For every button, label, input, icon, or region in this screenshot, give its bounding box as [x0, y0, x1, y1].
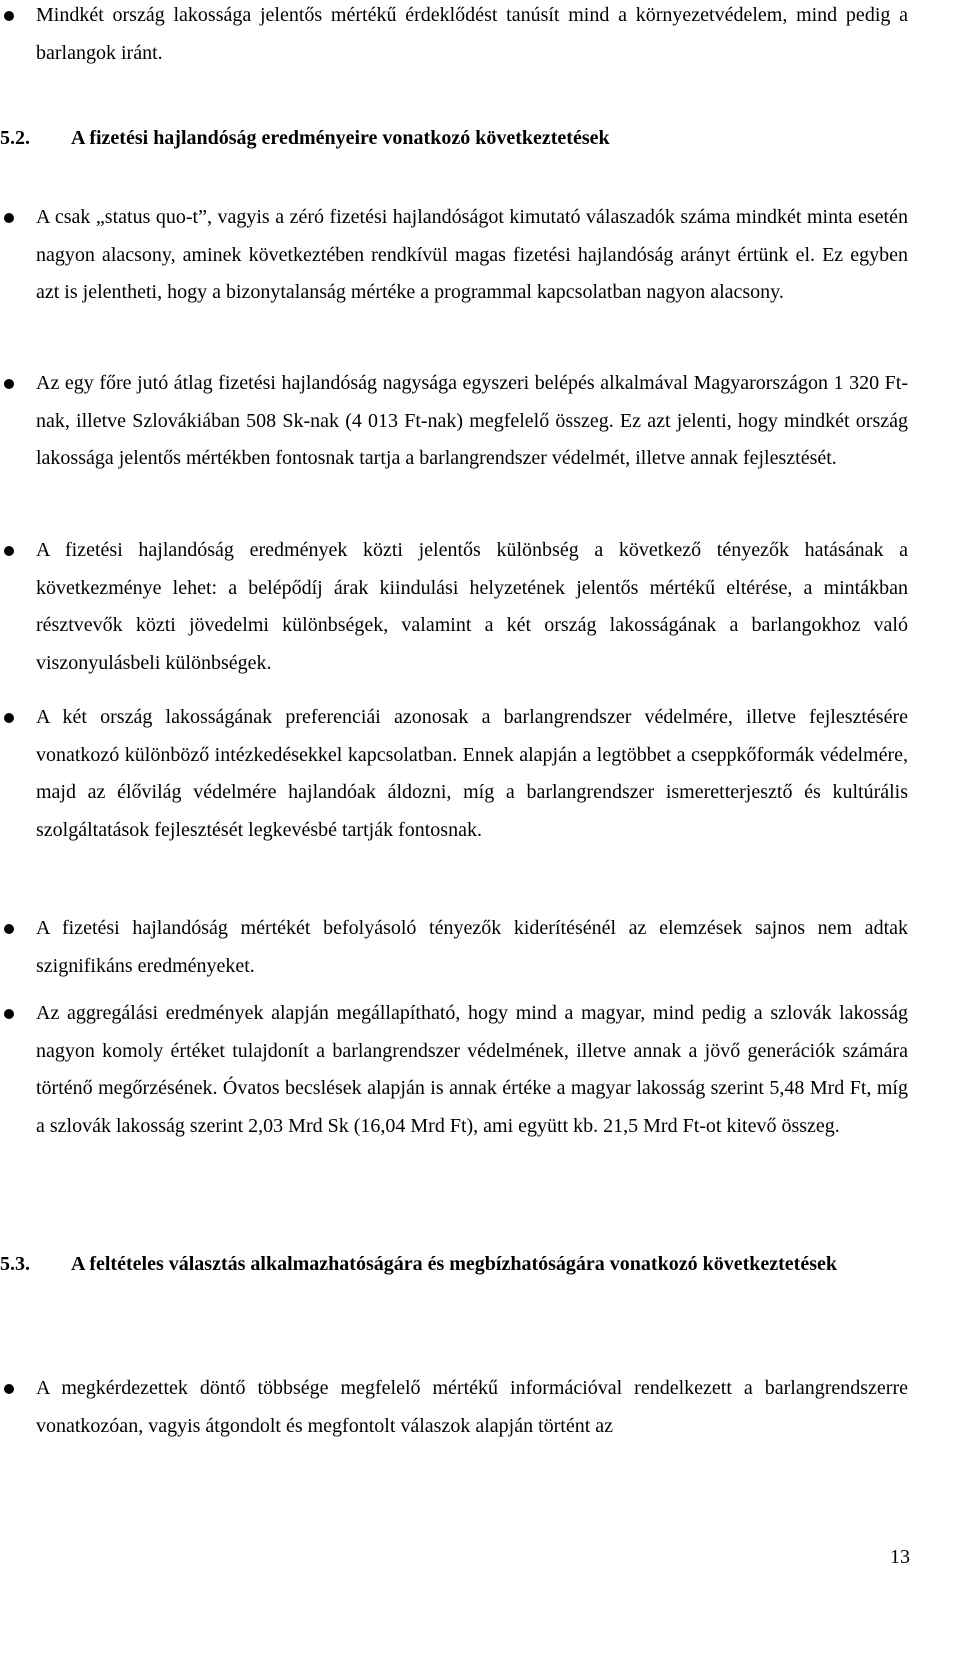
bullet-paragraph: A fizetési hajlandóság mértékét befolyásoló tényezők kiderítésénél az elemzések sajnos nem adtak szignifikáns eredményeket.	[36, 917, 908, 977]
bullet-paragraph: A csak „status quo-t”, vagyis a zéró fizetési hajlandóságot kimutató válaszadók száma mindkét minta esetén nagyon alacsony, aminek következtében rendkívül magas fizetési hajlandóság arányt értünk el. Ez egyben azt is jelentheti, hogy a bizonytalanság mértéke a programmal kapcsolatban nagyon alacsony.	[36, 206, 908, 303]
bullet-paragraph: A megkérdezettek döntő többsége megfelelő mértékű információval rendelkezett a barlangrendszerre vonatkozóan, vagyis átgondolt és megfontolt válaszok alapján történt az	[36, 1377, 908, 1437]
section-number: 5.2.	[0, 127, 30, 149]
bullet-paragraph: Az aggregálási eredmények alapján megállapítható, hogy mind a magyar, mind pedig a szlovák lakosság nagyon komoly értéket tulajdonít a barlangrendszer védelmének, illetve annak a jövő generációk számára történő megőrzésének. Óvatos becslések alapján is annak értéke a magyar lakosság szerint 5,48 Mrd Ft, míg a szlovák lakosság szerint 2,03 Mrd Sk (16,04 Mrd Ft), ami együtt kb. 21,5 Mrd Ft-ot kitevő összeg.	[36, 1002, 908, 1137]
section-number: 5.3.	[0, 1253, 30, 1275]
bullet-point	[4, 1384, 14, 1394]
page-number: 13	[890, 1546, 910, 1568]
section-title: A feltételes választás alkalmazhatóságára és megbízhatóságára vonatkozó következtetések	[71, 1253, 837, 1275]
section-title: A fizetési hajlandóság eredményeire vonatkozó következtetések	[71, 127, 610, 149]
bullet-point	[4, 546, 14, 556]
bullet-point	[4, 11, 14, 21]
bullet-point	[4, 1009, 14, 1019]
bullet-paragraph: A két ország lakosságának preferenciái azonosak a barlangrendszer védelmére, illetve fejlesztésére vonatkozó különböző intézkedésekkel kapcsolatban. Ennek alapján a legtöbbet a cseppkőformák védelmére, majd az élővilág védelmére hajlandóak áldozni, míg a barlangrendszer ismeretterjesztő és kultúrális szolgáltatások fejlesztését legkevésbé tartják fontosnak.	[36, 706, 908, 841]
bullet-point	[4, 213, 14, 223]
bullet-paragraph: A fizetési hajlandóság eredmények közti jelentős különbség a következő tényezők hatásának a következménye lehet: a belépődíj árak kiindulási helyzetének jelentős mértékű eltérése, a mintákban résztvevők közti jövedelmi különbségek, valamint a két ország lakosságának a barlangokhoz való viszonyulásbeli különbségek.	[36, 539, 908, 674]
bullet-point	[4, 924, 14, 934]
bullet-paragraph: Mindkét ország lakossága jelentős mértékű érdeklődést tanúsít mind a környezetvédelem, mind pedig a barlangok iránt.	[36, 4, 908, 64]
bullet-paragraph: Az egy főre jutó átlag fizetési hajlandóság nagysága egyszeri belépés alkalmával Magyarországon 1 320 Ft-nak, illetve Szlovákiában 508 Sk-nak (4 013 Ft-nak) megfelelő összeg. Ez azt jelenti, hogy mindkét ország lakossága jelentős mértékben fontosnak tartja a barlangrendszer védelmét, illetve annak fejlesztését.	[36, 372, 908, 469]
bullet-point	[4, 713, 14, 723]
bullet-point	[4, 379, 14, 389]
